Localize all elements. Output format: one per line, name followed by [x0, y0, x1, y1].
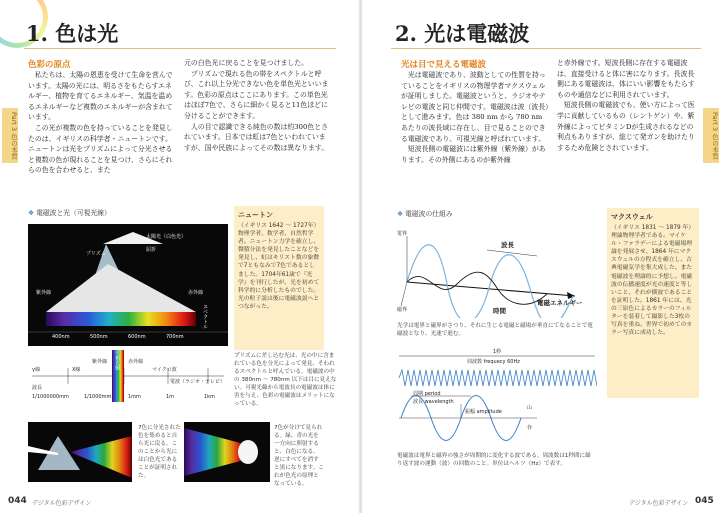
radio-label: 電波（ラジオ・テレビ）	[170, 379, 225, 385]
electric-field-label: 電界	[397, 231, 408, 237]
wl-tick-400: 400nm	[52, 334, 70, 340]
prism-photo-1	[28, 422, 132, 482]
newton-box-title: ニュートン	[238, 211, 273, 219]
right-page	[361, 0, 721, 513]
maxwell-box-title: マクスウェル	[611, 213, 653, 221]
right-chapter-title: 2. 光は電磁波	[395, 21, 530, 46]
wavelength-label: 波長	[32, 385, 43, 391]
caption-prism-1: 7色に分光された色を集めると自ら光に戻る。このことから光には白色光であることが証明された。	[138, 425, 181, 479]
right-body-col1: 光は電磁波であり、波動としての性質を持っていることをイギリスの物理学者マクスウェルが証明しました。電磁波というと、ラジオやテレビの電波と同じ仲間です。電磁波は波（波長）として進みます。色は 380 nm から 780 nm あたりの波長域に存在し、目で見ることのできる電磁波であり、可視光線と呼ばれています。 短波長側の電磁波には紫外線（紫外線）があります。その外側にあるのが紫外線	[401, 71, 549, 164]
wave-caption: 光学は電界と磁界がさつり、それに生じる電磁と磁場が垂直にてなることで電磁波となり、光速で進む。	[397, 323, 593, 337]
left-subhead: 色彩の原点	[28, 60, 71, 70]
wl-tick-700: 700nm	[166, 334, 184, 340]
visible-light-label: 可視光線	[114, 350, 120, 370]
crest-label: 山	[527, 405, 533, 411]
scale-tick-5: 1km	[204, 394, 215, 400]
frequency-figure	[397, 346, 597, 442]
figure1-title: ❖ 電磁波と光（可視光線）	[28, 209, 111, 217]
frequency-label: 周波数 frequecy 60Hz	[467, 359, 520, 365]
one-second-label: 1秒	[493, 349, 502, 355]
em-wave-figure	[397, 222, 597, 318]
right-footer: デジタル色彩デザイン	[629, 500, 689, 507]
maxwell-info-box	[607, 208, 699, 398]
trough-label: 谷	[527, 425, 533, 431]
prism-svg	[28, 224, 228, 346]
period-label: 周期 period	[413, 391, 441, 397]
right-side-tab: Part 3 色の本質	[703, 108, 719, 163]
spectrum-label: スペクトル	[202, 304, 208, 329]
left-title-rule	[24, 48, 336, 49]
refraction-label: 屈折	[146, 247, 157, 253]
ir-label: 赤外線	[188, 290, 204, 296]
newton-box-text: （イギリス 1642 〜 1727年）物理学者、数学者、自然哲学者。ニュートン力学を確立し、微積分法を発見したことなどを発見し、虹はキリスト数の象徴で7ともなみで7色であるとしました。1704年61歳で『光学』を刊行したが、光を初めて科学的に分析したものでした。光の粒子説は後に電磁波説へとつながった。	[238, 223, 320, 310]
uv-label: 紫外線	[36, 290, 52, 296]
scale-tick-4: 1m	[166, 394, 175, 400]
energy-label: 電磁エネルギー	[537, 299, 583, 307]
right-body-col2: と赤外線です。短波長側に存在する電磁波は、直接受けると体に害になります。長波長側にある電磁波は、体にいい影響をもたらすものや通信などに利用されています。 短波長側の電磁波でも、使い方によって医学に貢献しているもの（レントゲン）や、紫外線によってビタミンDが生成されるなどの利点もありますが、総じて発ガンを助けたりするため危険とされています。	[557, 59, 695, 152]
left-side-tab: Part 3 色の本質	[2, 108, 18, 163]
white-fan	[46, 264, 196, 312]
left-body-col1: 私たちは、太陽の恩恵を受けて生命を営んでいます。太陽の光には、明るさをもたらすエネルギー、植物を育てるエネルギー、気温を温めるエネルギーなど複数のエネルギーが含まれています。 この光が複数の色を持っていることを発見したのは、イギリスの科学者・ニュートンです。ニュートンは光をプリズムによって分光させると複数の色が現れることを見つけ、さらにそれらの色を合わせると、また	[28, 71, 173, 175]
maxwell-box-text: （イギリス 1831 〜 1879 年）理論物理学者である。マイケル・ファラデーによる電磁場理論を発展させ、1864 年にマクスウェルの方程式を確立し、古典電磁気学を集大成した。また電磁波を理論的に予想し、電磁波の伝播速度が光の速度と等しいこと、それが横波であることを証明した。1861 年には、光の三原色によるカラーのフィルターを装着して撮影した3枚の写真を重ね、世界で初めてのカラー写真に成功した。	[611, 225, 695, 337]
diamond-bullet-icon: ❖	[28, 209, 35, 217]
sunlight-label: 太陽光（白色光）	[146, 234, 187, 240]
frequency-caption: 電磁波は電界と磁界の強さが周期的に変化する波である。周波数は1秒間に繰り返す波の運動（波）の回数のこと。単位はヘルツ（Hz）で表す。	[397, 453, 591, 467]
spectrum-caption: プリズムに差し込む光は、光の中に含まれている色を分光によって発見、そわれるスペクトルと呼んでいる。電磁波の中の 380nm 〜 780nm 以下は目に見えない。可視光線から電波長の電磁波は体に害を与え、色彩の電磁波はメリットになっている。	[234, 353, 337, 407]
band-uv: 紫外線	[92, 359, 108, 365]
spectrum-band	[46, 312, 196, 326]
left-chapter-title: 1. 色は光	[26, 21, 119, 46]
left-page	[0, 0, 360, 513]
scale-tick-1: 1/1000000mm	[32, 394, 69, 400]
right-subhead: 光は目で見える電磁波	[401, 60, 487, 70]
amplitude-label: 振幅 amplitude	[465, 409, 502, 415]
prism-photo-2	[184, 422, 270, 482]
right-page-number: 045	[695, 496, 714, 506]
band-ir: 赤外線	[128, 359, 144, 365]
wl-tick-600: 600nm	[128, 334, 146, 340]
diamond-bullet-icon: ❖	[397, 210, 404, 218]
scale-tick-2: 1/1000mm	[84, 394, 112, 400]
figure2-title: ❖ 電磁波の仕組み	[397, 210, 453, 218]
left-page-number: 044	[8, 496, 27, 506]
scale-tick-3: 1mm	[128, 394, 141, 400]
left-footer: デジタル色彩デザイン	[32, 500, 92, 507]
newton-info-box	[234, 206, 324, 350]
band-xray: X線	[72, 367, 81, 373]
left-body-col2: 元の白色光に戻ることを見つけました。 プリズムで現れる色の帯をスペクトルと呼び、これ以上分光できない色を単色光といいます。色彩の原点はここにあります。この単色光はほぼ7色で、さらに細かく見ると11色ほどに分けることができます。 人の目で認識できる純色の数は約300色とされています。日本では虹は7色といわれていますが、国や民族によってその数は異なります。	[184, 59, 329, 152]
em-scale-strip	[28, 348, 228, 406]
wl-tick-500: 500nm	[90, 334, 108, 340]
time-label: 時間	[493, 307, 506, 315]
magnetic-field-label: 磁界	[397, 307, 408, 313]
right-title-rule	[391, 48, 701, 49]
prism-label: プリズム	[86, 251, 106, 257]
wavelength-label: 波長	[501, 241, 514, 249]
band-micro: マイクロ波	[152, 367, 177, 373]
band-gamma: γ線	[32, 367, 40, 373]
spectrum-figure-panel	[28, 224, 228, 346]
wave-length-label: 波長 wavelength	[413, 399, 454, 405]
caption-prism-2: 7色が分けて見られる。緑、青の光を一方向に照射すると、白色になる。逆にすべてを消すと黒になります。これが色光の原理となっている。	[274, 425, 324, 487]
